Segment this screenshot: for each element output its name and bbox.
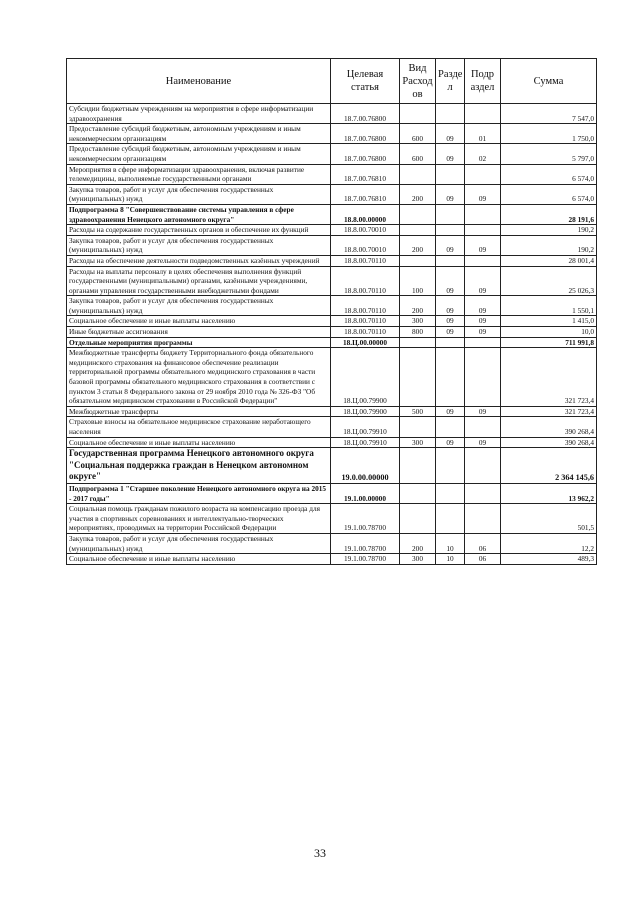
- table-row: [67, 417, 597, 437]
- row-target-article: 19.1.00.78700: [331, 504, 400, 534]
- table-row: [67, 483, 597, 503]
- row-expense-type: [400, 104, 436, 124]
- row-subsection: [465, 337, 501, 348]
- row-section: 09: [436, 124, 465, 144]
- row-subsection: [465, 204, 501, 224]
- page-number: 33: [314, 846, 326, 860]
- row-subsection: [465, 104, 501, 124]
- row-section: [436, 104, 465, 124]
- table-row: [67, 144, 597, 164]
- row-subsection: [465, 348, 501, 407]
- row-target-article: 18.8.00.70110: [331, 255, 400, 266]
- table-row: [67, 348, 597, 407]
- row-amount: 1 415,0: [501, 316, 597, 327]
- row-subsection: 09: [465, 437, 501, 448]
- row-target-article: 19.1.00.78700: [331, 554, 400, 565]
- header-subsection: Подр аздел: [465, 59, 501, 104]
- row-amount: 10,0: [501, 327, 597, 338]
- row-name: Предоставление субсидий бюджетным, автономным учреждениям и иным некоммерческим организациям: [67, 124, 331, 144]
- table-row: [67, 406, 597, 417]
- table-row: [67, 104, 597, 124]
- row-subsection: [465, 504, 501, 534]
- row-target-article: 18.8.00.70010: [331, 235, 400, 255]
- row-expense-type: [400, 483, 436, 503]
- row-name: Закупка товаров, работ и услуг для обеспечения государственных (муниципальных) нужд: [67, 296, 331, 316]
- row-amount: 1 750,0: [501, 124, 597, 144]
- row-expense-type: [400, 504, 436, 534]
- row-section: [436, 164, 465, 184]
- row-amount: 28 191,6: [501, 204, 597, 224]
- row-expense-type: [400, 417, 436, 437]
- row-subsection: 06: [465, 554, 501, 565]
- table-row: [67, 533, 597, 553]
- row-expense-type: 600: [400, 124, 436, 144]
- row-section: 10: [436, 533, 465, 553]
- row-expense-type: [400, 448, 436, 484]
- row-name: Расходы на содержание государственных органов и обеспечение их функций: [67, 225, 331, 236]
- row-target-article: 18.Ц.00.79910: [331, 437, 400, 448]
- row-section: [436, 448, 465, 484]
- row-subsection: 09: [465, 296, 501, 316]
- row-expense-type: 200: [400, 184, 436, 204]
- row-amount: 390 268,4: [501, 417, 597, 437]
- row-target-article: 19.1.00.00000: [331, 483, 400, 503]
- row-target-article: 18.8.00.70110: [331, 296, 400, 316]
- row-name: Страховые взносы на обязательное медицинское страхование неработающего населения: [67, 417, 331, 437]
- row-section: 09: [436, 316, 465, 327]
- row-amount: 321 723,4: [501, 406, 597, 417]
- table-header-row: [67, 59, 597, 104]
- row-amount: 13 962,2: [501, 483, 597, 503]
- row-amount: 711 991,8: [501, 337, 597, 348]
- table-row: [67, 124, 597, 144]
- row-name: Предоставление субсидий бюджетным, автономным учреждениям и иным некоммерческим организациям: [67, 144, 331, 164]
- row-subsection: 09: [465, 184, 501, 204]
- row-target-article: 18.Ц.00.79910: [331, 417, 400, 437]
- table-row: [67, 235, 597, 255]
- table-row: [67, 554, 597, 565]
- budget-table: [66, 58, 597, 565]
- row-name: Государственная программа Ненецкого автономного округа "Социальная поддержка граждан в Ненецком автономном округе": [67, 448, 331, 484]
- row-amount: 2 364 145,6: [501, 448, 597, 484]
- row-subsection: [465, 255, 501, 266]
- row-subsection: 06: [465, 533, 501, 553]
- table-row: [67, 504, 597, 534]
- row-section: [436, 417, 465, 437]
- row-target-article: 18.8.00.00000: [331, 204, 400, 224]
- row-target-article: 18.7.00.76800: [331, 144, 400, 164]
- header-section: Разде л: [436, 59, 465, 104]
- row-subsection: [465, 448, 501, 484]
- row-name: Социальное обеспечение и иные выплаты населению: [67, 316, 331, 327]
- row-amount: 6 574,0: [501, 184, 597, 204]
- row-section: 09: [436, 184, 465, 204]
- row-name: Подпрограмма 1 "Старшее поколение Ненецкого автономного округа на 2015 - 2017 годы": [67, 483, 331, 503]
- row-name: Межбюджетные трансферты: [67, 406, 331, 417]
- row-name: Субсидии бюджетным учреждениям на мероприятия в сфере информатизации здравоохранения: [67, 104, 331, 124]
- row-expense-type: 800: [400, 327, 436, 338]
- row-section: [436, 255, 465, 266]
- row-target-article: 19.0.00.00000: [331, 448, 400, 484]
- row-amount: 190,2: [501, 225, 597, 236]
- header-expense-type: Вид Расход ов: [400, 59, 436, 104]
- header-target-article: Целевая статья: [331, 59, 400, 104]
- row-subsection: [465, 417, 501, 437]
- row-subsection: [465, 483, 501, 503]
- table-row: [67, 337, 597, 348]
- row-amount: 190,2: [501, 235, 597, 255]
- row-expense-type: [400, 337, 436, 348]
- row-amount: 390 268,4: [501, 437, 597, 448]
- row-amount: 1 550,1: [501, 296, 597, 316]
- table-row: [67, 316, 597, 327]
- row-section: 09: [436, 144, 465, 164]
- header-amount: Сумма: [501, 59, 597, 104]
- table-row: [67, 225, 597, 236]
- row-subsection: [465, 164, 501, 184]
- row-expense-type: [400, 255, 436, 266]
- row-target-article: 18.Ц.00.79900: [331, 406, 400, 417]
- row-section: 09: [436, 437, 465, 448]
- header-name: Наименование: [67, 59, 331, 104]
- row-name: Иные бюджетные ассигнования: [67, 327, 331, 338]
- row-amount: 489,3: [501, 554, 597, 565]
- row-section: 09: [436, 327, 465, 338]
- row-expense-type: 200: [400, 235, 436, 255]
- table-body: [67, 104, 597, 565]
- row-section: [436, 483, 465, 503]
- row-section: 10: [436, 554, 465, 565]
- table-row: [67, 327, 597, 338]
- row-subsection: 09: [465, 266, 501, 296]
- row-section: [436, 348, 465, 407]
- row-target-article: 18.Ц.00.79900: [331, 348, 400, 407]
- row-expense-type: [400, 164, 436, 184]
- table-row: [67, 296, 597, 316]
- row-section: 09: [436, 406, 465, 417]
- row-section: 09: [436, 266, 465, 296]
- row-target-article: 18.Ц.00.00000: [331, 337, 400, 348]
- row-expense-type: 300: [400, 316, 436, 327]
- row-name: Социальная помощь гражданам пожилого возраста на компенсацию проезда для участия в спортивных соревнованиях и интеллектуально-творческих мероприятиях, проводимых на территории Российской Федерации: [67, 504, 331, 534]
- row-name: Социальное обеспечение и иные выплаты населению: [67, 437, 331, 448]
- row-target-article: 18.8.00.70110: [331, 266, 400, 296]
- row-subsection: 02: [465, 144, 501, 164]
- row-name: Социальное обеспечение и иные выплаты населению: [67, 554, 331, 565]
- table-row: [67, 437, 597, 448]
- row-name: Расходы на обеспечение деятельности подведомственных казённых учреждений: [67, 255, 331, 266]
- row-target-article: 18.7.00.76800: [331, 104, 400, 124]
- row-section: [436, 337, 465, 348]
- row-target-article: 19.1.00.78700: [331, 533, 400, 553]
- row-amount: 321 723,4: [501, 348, 597, 407]
- row-expense-type: 300: [400, 554, 436, 565]
- row-expense-type: 200: [400, 296, 436, 316]
- row-expense-type: 600: [400, 144, 436, 164]
- row-subsection: 01: [465, 124, 501, 144]
- table-row: [67, 164, 597, 184]
- row-subsection: 09: [465, 327, 501, 338]
- row-expense-type: [400, 204, 436, 224]
- row-subsection: 09: [465, 235, 501, 255]
- row-name: Отдельные мероприятия программы: [67, 337, 331, 348]
- row-section: [436, 225, 465, 236]
- row-subsection: [465, 225, 501, 236]
- row-name: Мероприятия в сфере информатизации здравоохранения, включая развитие телемедицины, выполняемые государственными органами: [67, 164, 331, 184]
- row-name: Закупка товаров, работ и услуг для обеспечения государственных (муниципальных) нужд: [67, 533, 331, 553]
- table-row: [67, 448, 597, 484]
- row-target-article: 18.7.00.76810: [331, 164, 400, 184]
- table-row: [67, 255, 597, 266]
- row-target-article: 18.7.00.76810: [331, 184, 400, 204]
- row-amount: 6 574,0: [501, 164, 597, 184]
- row-section: 09: [436, 296, 465, 316]
- row-amount: 28 001,4: [501, 255, 597, 266]
- row-amount: 501,5: [501, 504, 597, 534]
- table-row: [67, 184, 597, 204]
- row-name: Подпрограмма 8 "Совершенствование системы управления в сфере здравоохранения Ненецкого автономного округа": [67, 204, 331, 224]
- row-target-article: 18.7.00.76800: [331, 124, 400, 144]
- row-amount: 5 797,0: [501, 144, 597, 164]
- row-section: [436, 504, 465, 534]
- row-target-article: 18.8.00.70110: [331, 327, 400, 338]
- row-subsection: 09: [465, 406, 501, 417]
- row-expense-type: [400, 225, 436, 236]
- row-expense-type: 200: [400, 533, 436, 553]
- row-expense-type: 300: [400, 437, 436, 448]
- row-expense-type: 500: [400, 406, 436, 417]
- row-section: [436, 204, 465, 224]
- table-row: [67, 266, 597, 296]
- table-row: [67, 204, 597, 224]
- row-target-article: 18.8.00.70110: [331, 316, 400, 327]
- row-name: Расходы на выплаты персоналу в целях обеспечения выполнения функций государственными (муниципальными) органами, казёнными учреждениями, органами управления государственными внебюджетными фондами: [67, 266, 331, 296]
- row-amount: 12,2: [501, 533, 597, 553]
- row-expense-type: 100: [400, 266, 436, 296]
- row-subsection: 09: [465, 316, 501, 327]
- row-expense-type: [400, 348, 436, 407]
- row-amount: 25 026,3: [501, 266, 597, 296]
- row-target-article: 18.8.00.70010: [331, 225, 400, 236]
- row-name: Межбюджетные трансферты бюджету Территориального фонда обязательного медицинского страхования на финансовое обеспечение реализации территориальной программы обязательного медицинского страхования в части базовой программы обязательного медицинского страхования в соответствии с пунктом 3 статьи 8 Федерального закона от 29 ноября 2010 года № 326-ФЗ "Об обязательном медицинском страховании в Российской Федерации": [67, 348, 331, 407]
- row-amount: 7 547,0: [501, 104, 597, 124]
- row-section: 09: [436, 235, 465, 255]
- row-name: Закупка товаров, работ и услуг для обеспечения государственных (муниципальных) нужд: [67, 184, 331, 204]
- row-name: Закупка товаров, работ и услуг для обеспечения государственных (муниципальных) нужд: [67, 235, 331, 255]
